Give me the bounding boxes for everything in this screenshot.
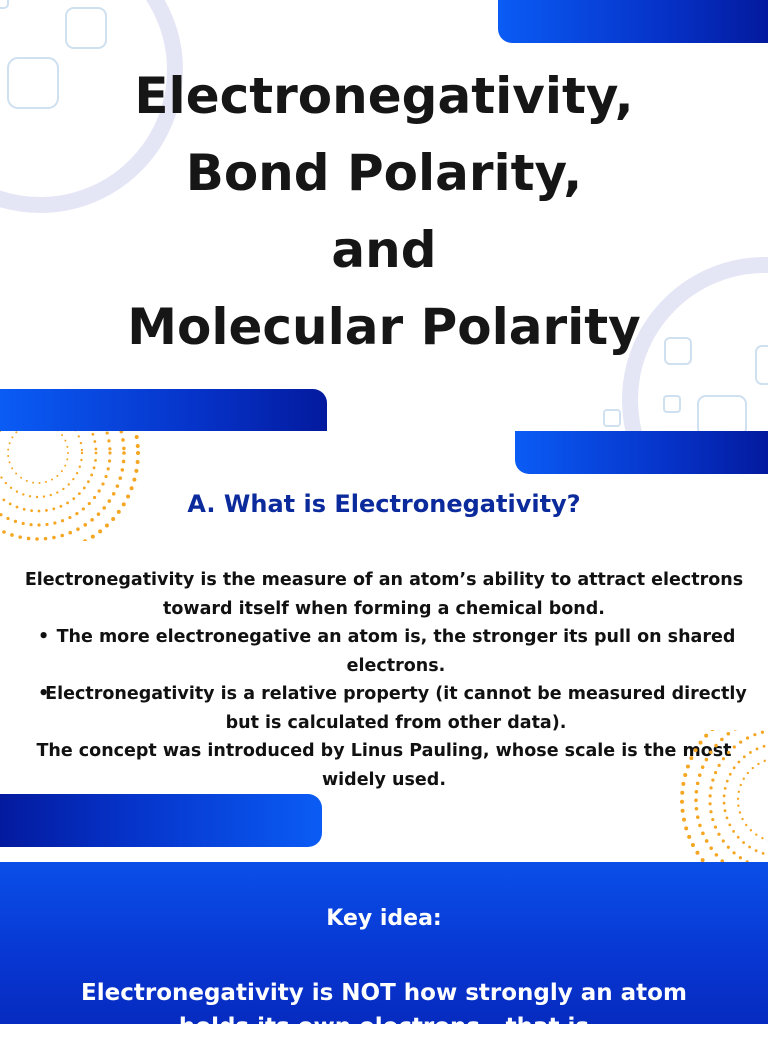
title-line-1: Electronegativity,	[134, 67, 634, 125]
header-accent-bar-top-right	[498, 0, 768, 43]
key-idea-title: Key idea:	[326, 906, 442, 931]
key-idea-text: Electronegativity is NOT how strongly an atom holds its own electrons - that is	[81, 980, 687, 1040]
section-heading: A. What is Electronegativity?	[187, 490, 581, 518]
intro-paragraph: Electronegativity is the measure of an atom’s ability to attract electrons toward itself when forming a chemical bond.	[24, 570, 744, 619]
title-line-4: Molecular Polarity	[127, 298, 641, 356]
bullet-list	[20, 623, 748, 737]
bullet-item-1: • The more electronegative an atom is, the stronger its pull on shared electrons.	[20, 623, 748, 680]
bullet-item-2: • Electronegativity is a relative property (it cannot be measured directly but is calculated from other data).	[20, 680, 748, 737]
title-line-2: Bond Polarity,	[185, 144, 583, 202]
title-line-3: and	[331, 221, 437, 279]
orange-dot-circle-right	[680, 730, 768, 862]
orange-dot-circle-left	[0, 431, 150, 541]
section-body	[20, 566, 748, 794]
closing-paragraph: The concept was introduced by Linus Pauling, whose scale is the most widely used.	[36, 741, 732, 790]
page-title	[0, 58, 768, 366]
accent-bar-right	[515, 431, 768, 474]
accent-bar-bottom-left	[0, 794, 322, 847]
accent-bar-left	[0, 389, 327, 431]
